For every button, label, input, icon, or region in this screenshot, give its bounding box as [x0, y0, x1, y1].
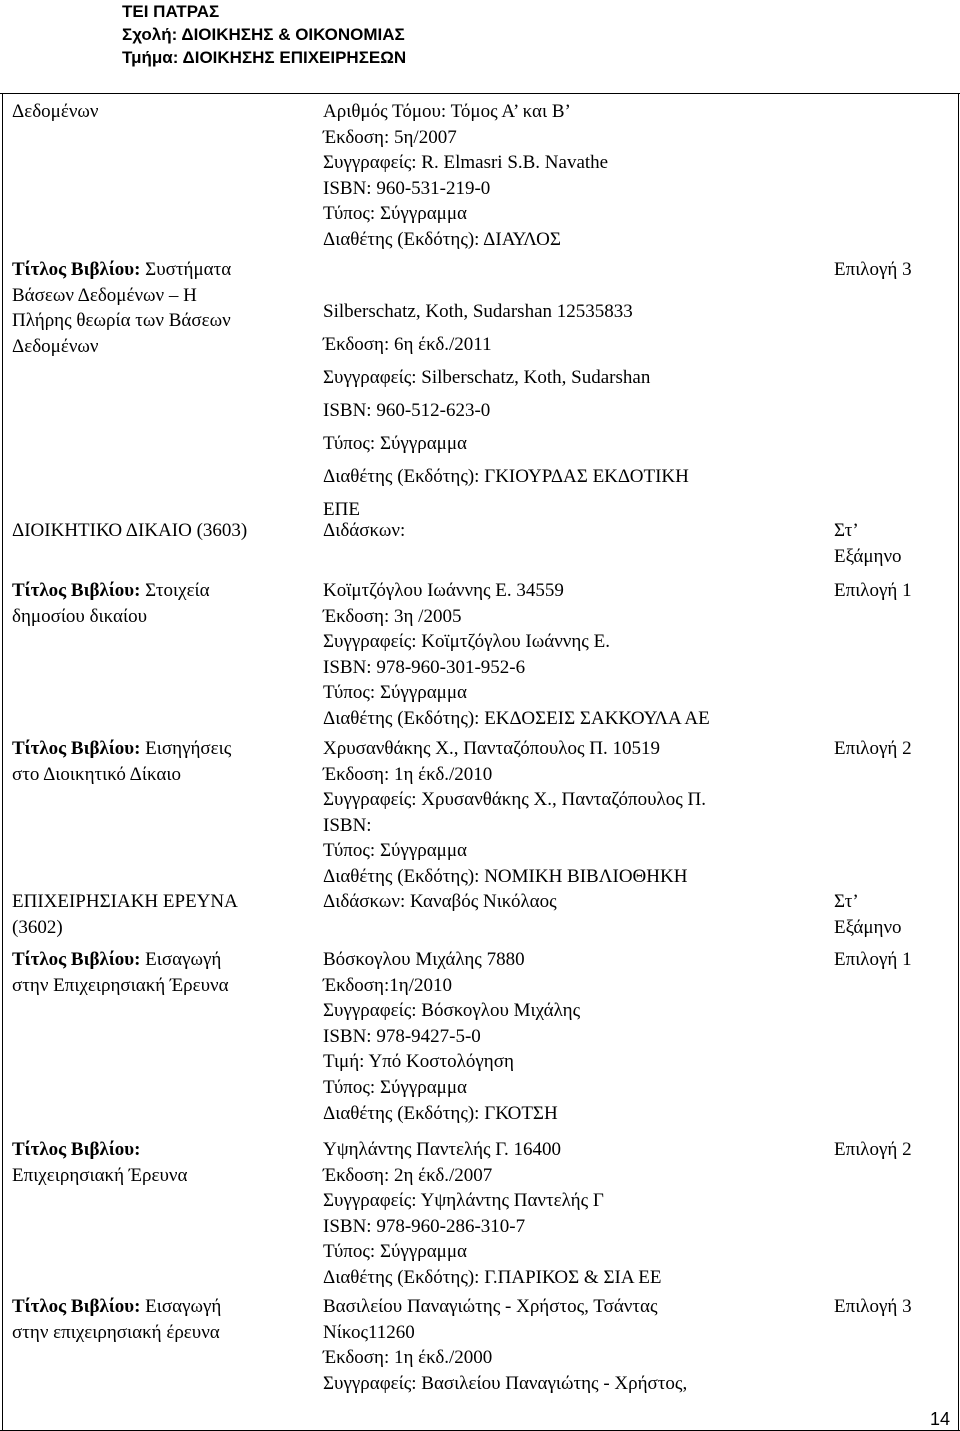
book-title-line: [12, 1137, 302, 1163]
course-title-line: (3602): [12, 916, 63, 938]
page-number: 14: [930, 1409, 951, 1429]
book-title-line: [12, 736, 302, 762]
course-title-line: Πλήρης θεωρία των Βάσεων: [12, 310, 231, 332]
book-detail-line: Χρυσανθάκης Χ., Πανταζόπουλος Π. 10519: [323, 738, 660, 759]
option-line: Εξάμηνο: [834, 916, 902, 938]
course-books-table: [0, 93, 960, 1431]
book-title-text: Εισηγήσεις: [140, 738, 232, 759]
option-cell: [834, 518, 959, 569]
book-details-cell: [323, 1137, 823, 1291]
book-detail-line: Κοϊμτζόγλου Ιωάννης Ε. 34559: [323, 580, 564, 601]
course-title-line: Δεδομένων: [12, 101, 99, 122]
book-detail-line: ISBN: 978-960-286-310-7: [323, 1215, 526, 1237]
course-title-line: Βάσεων Δεδομένων – Η: [12, 284, 197, 306]
book-detail-line: Βασιλείου Παναγιώτης - Χρήστος, Τσάντας: [323, 1296, 658, 1317]
book-detail-line: Έκδοση: 2η έκδ./2007: [323, 1164, 493, 1186]
book-detail-line: Τύπος: Σύγγραμμα: [323, 840, 467, 862]
option-cell: [834, 257, 959, 283]
book-title-text: Εισαγωγή: [140, 949, 222, 970]
book-detail-line: Συγγραφείς: Κοϊμτζόγλου Ιωάννης Ε.: [323, 631, 610, 653]
book-detail-line: Συγγραφείς: R. Elmasri S.B. Navathe: [323, 152, 609, 174]
course-title-cell: [12, 257, 302, 359]
book-detail-line: Τύπος: Σύγγραμμα: [323, 433, 467, 454]
book-details-cell: [323, 295, 823, 526]
course-title-cell: [12, 947, 302, 998]
course-title-line: στην επιχειρησιακή έρευνα: [12, 1321, 220, 1343]
book-detail-line: Έκδοση: 1η έκδ./2010: [323, 763, 493, 785]
book-details-cell: [323, 736, 823, 890]
book-detail-line: ISBN: 978-960-301-952-6: [323, 656, 526, 678]
book-title-text: Συστήματα: [140, 259, 232, 280]
course-title-line: δημοσίου δικαίου: [12, 605, 148, 627]
course-title-cell: [12, 889, 302, 940]
option-cell: [834, 736, 959, 762]
book-title-label: Τίτλος Βιβλίου:: [12, 738, 141, 759]
book-detail-line: ISBN:: [323, 814, 372, 836]
option-cell: [834, 947, 959, 973]
option-line: Στ’: [834, 520, 859, 541]
book-title-line: [12, 578, 302, 604]
course-title-line: στο Διοικητικό Δίκαιο: [12, 763, 181, 785]
book-detail-line: Βόσκογλου Μιχάλης 7880: [323, 949, 525, 970]
book-detail-line: Διαθέτης (Εκδότης): Γ.ΠΑΡΙΚΟΣ & ΣΙΑ ΕΕ: [323, 1266, 662, 1288]
book-detail-line: Silberschatz, Koth, Sudarshan 12535833: [323, 301, 633, 322]
book-detail-line: Έκδοση: 1η έκδ./2000: [323, 1347, 493, 1369]
book-detail-line: Τιμή: Υπό Κοστολόγηση: [323, 1051, 514, 1073]
book-detail-line: Συγγραφείς: Χρυσανθάκης Χ., Πανταζόπουλος Π.: [323, 789, 707, 811]
course-title-cell: [12, 578, 302, 629]
school-name: Σχολή: ΔΙΟΙΚΗΣΗΣ & ΟΙΚΟΝΟΜΙΑΣ: [122, 25, 405, 44]
option-line: Επιλογή 3: [834, 1296, 912, 1317]
book-detail-line: Τύπος: Σύγγραμμα: [323, 682, 467, 704]
book-title-label: Τίτλος Βιβλίου:: [12, 949, 141, 970]
book-detail-line: Συγγραφείς: Βόσκογλου Μιχάλης: [323, 1000, 581, 1022]
institution-name: ΤΕΙ ΠΑΤΡΑΣ: [122, 2, 220, 21]
book-title-label: Τίτλος Βιβλίου:: [12, 1296, 141, 1317]
table-border-right: [958, 94, 959, 1430]
book-detail-line: Έκδοση: 5η/2007: [323, 126, 457, 148]
option-line: Επιλογή 2: [834, 738, 912, 759]
option-cell: [834, 889, 959, 940]
book-detail-line: ISBN: 960-531-219-0: [323, 177, 491, 199]
book-title-line: [12, 257, 302, 283]
option-line: Στ’: [834, 891, 859, 912]
book-title-line: [12, 1294, 302, 1320]
book-title-label: Τίτλος Βιβλίου:: [12, 580, 141, 601]
option-line: Επιλογή 1: [834, 580, 912, 601]
course-title-cell: [12, 736, 302, 787]
course-title-line: Δεδομένων: [12, 335, 99, 357]
book-detail-line: Τύπος: Σύγγραμμα: [323, 1241, 467, 1263]
option-line: Εξάμηνο: [834, 545, 902, 567]
book-details-cell: [323, 1294, 823, 1396]
course-title-cell: [12, 1294, 302, 1345]
option-line: Επιλογή 1: [834, 949, 912, 970]
book-detail-line: Διαθέτης (Εκδότης): ΓΚΙΟΥΡΔΑΣ ΕΚΔΟΤΙΚΗ: [323, 466, 689, 487]
book-details-cell: [323, 889, 823, 915]
course-title-line: ΔΙΟΙΚΗΤΙΚΟ ΔΙΚΑΙΟ (3603): [12, 520, 248, 541]
book-detail-line: Συγγραφείς: Βασιλείου Παναγιώτης - Χρήστος,: [323, 1372, 688, 1394]
department-name: Τμήμα: ΔΙΟΙΚΗΣΗΣ ΕΠΙΧΕΙΡΗΣΕΩΝ: [122, 48, 407, 67]
course-title-cell: [12, 1137, 302, 1188]
book-title-text: Εισαγωγή: [140, 1296, 222, 1317]
table-border-left: [2, 94, 3, 1430]
course-title-cell: [12, 99, 302, 125]
book-detail-line: Νίκος11260: [323, 1321, 415, 1343]
book-title-label: Τίτλος Βιβλίου:: [12, 259, 141, 280]
book-details-cell: [323, 99, 823, 253]
book-detail-line: Αριθμός Τόμου: Τόμος Α’ και Β’: [323, 101, 571, 122]
book-detail-line: Διαθέτης (Εκδότης): ΕΚΔΟΣΕΙΣ ΣΑΚΚΟΥΛΑ ΑΕ: [323, 707, 710, 729]
course-title-line: στην Επιχειρησιακή Έρευνα: [12, 974, 229, 996]
course-title-line: Επιχειρησιακή Έρευνα: [12, 1164, 188, 1186]
book-detail-line: Έκδοση: 6η έκδ./2011: [323, 334, 492, 355]
book-details-cell: [323, 518, 823, 544]
document-header: [122, 0, 406, 69]
option-line: Επιλογή 3: [834, 259, 912, 280]
book-detail-line: Διαθέτης (Εκδότης): ΔΙΑΥΛΟΣ: [323, 228, 561, 250]
book-detail-line: Έκδοση:1η/2010: [323, 974, 452, 996]
book-title-label: Τίτλος Βιβλίου:: [12, 1139, 141, 1160]
book-details-cell: [323, 578, 823, 732]
book-detail-line: Διαθέτης (Εκδότης): ΝΟΜΙΚΗ ΒΙΒΛΙΟΘΗΚΗ: [323, 865, 688, 887]
book-detail-line: ISBN: 960-512-623-0: [323, 400, 491, 421]
book-title-line: [12, 947, 302, 973]
book-detail-line: ΕΠΕ: [323, 499, 360, 520]
option-line: Επιλογή 2: [834, 1139, 912, 1160]
book-detail-line: Τύπος: Σύγγραμμα: [323, 1076, 467, 1098]
book-detail-line: Διδάσκων:: [323, 520, 406, 541]
course-title-cell: [12, 518, 302, 544]
book-detail-line: Συγγραφείς: Υψηλάντης Παντελής Γ: [323, 1190, 604, 1212]
book-detail-line: ISBN: 978-9427-5-0: [323, 1025, 481, 1047]
book-detail-line: Έκδοση: 3η /2005: [323, 605, 462, 627]
course-title-line: ΕΠΙΧΕΙΡΗΣΙΑΚΗ ΕΡΕΥΝΑ: [12, 891, 238, 912]
book-detail-line: Συγγραφείς: Silberschatz, Koth, Sudarshan: [323, 367, 651, 388]
book-detail-line: Διδάσκων: Καναβός Νικόλαος: [323, 891, 557, 912]
book-details-cell: [323, 947, 823, 1126]
book-detail-line: Τύπος: Σύγγραμμα: [323, 203, 467, 225]
option-cell: [834, 578, 959, 604]
option-cell: [834, 1137, 959, 1163]
book-detail-line: Διαθέτης (Εκδότης): ΓΚΟΤΣΗ: [323, 1102, 558, 1124]
book-detail-line: Υψηλάντης Παντελής Γ. 16400: [323, 1139, 561, 1160]
option-cell: [834, 1294, 959, 1320]
book-title-text: Στοιχεία: [140, 580, 210, 601]
